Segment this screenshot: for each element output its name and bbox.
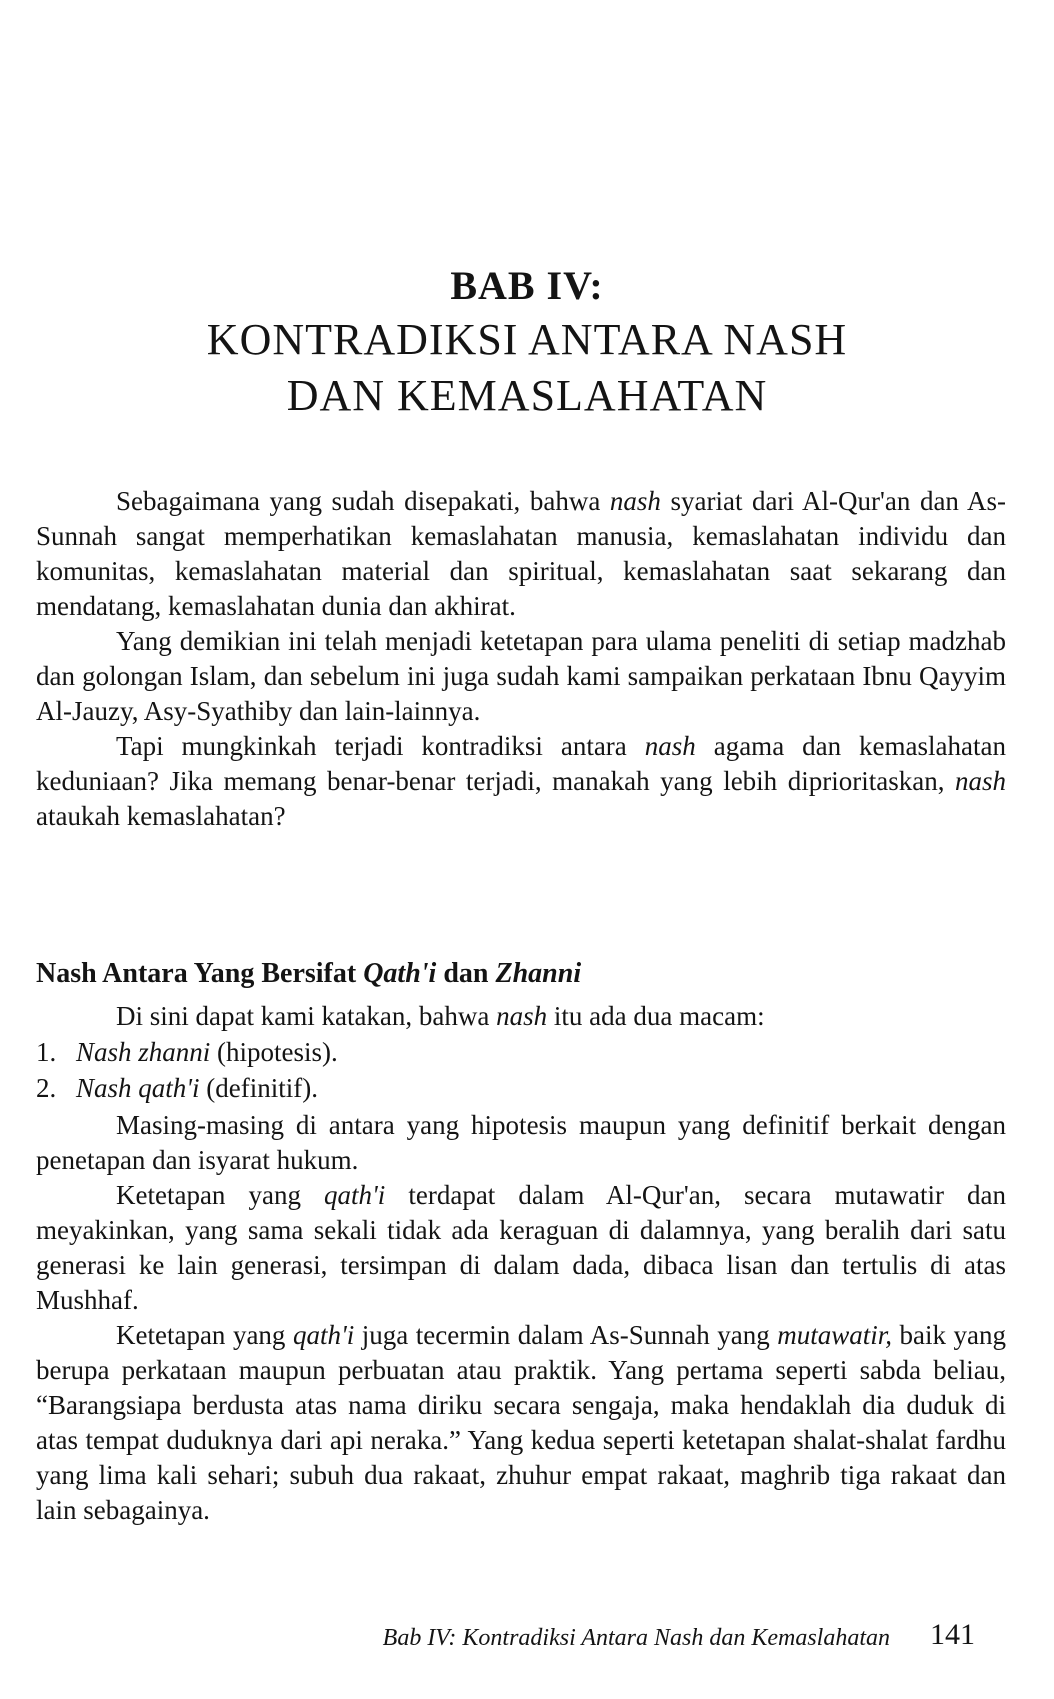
section-paragraph-1: Masing-masing di antara yang hipotesis maupun yang definitif berkait dengan penetapan dan isyarat hukum. <box>36 1110 1006 1175</box>
section-body <box>36 1108 1006 1528</box>
page-number: 141 <box>930 1618 975 1651</box>
intro-paragraph-2: Yang demikian ini telah menjadi ketetapan para ulama peneliti di setiap madzhab dan golongan Islam, dan sebelum ini juga sudah kami sampaikan perkataan Ibnu Qayyim Al-Jauzy, Asy-Syathiby dan lain-lainnya. <box>36 626 1006 726</box>
section-paragraph-3: Ketetapan yang qath'i juga tecermin dalam As-Sunnah yang mutawatir, baik yang berupa perkataan maupun perbuatan atau praktik. Yang pertama seperti sabda beliau, “Barangsiapa berdusta atas nama diriku secara sengaja, maka hendaklah dia duduk di atas tempat duduknya dari api neraka.” Yang kedua seperti ketetapan shalat-shalat fardhu yang lima kali sehari; subuh dua rakaat, zhuhur empat rakaat, maghrib tiga rakaat dan lain sebagainya. <box>36 1320 1006 1525</box>
nash-types-list <box>36 1034 338 1106</box>
section-lead <box>36 999 1006 1034</box>
section-lead-paragraph: Di sini dapat kami katakan, bahwa nash itu ada dua macam: <box>116 1001 765 1031</box>
list-item: 2. Nash qath'i (definitif). <box>36 1073 319 1103</box>
running-footer-title: Bab IV: Kontradiksi Antara Nash dan Kemaslahatan <box>382 1625 890 1651</box>
section-heading: Nash Antara Yang Bersifat Qath'i dan Zhanni <box>36 958 582 989</box>
chapter-title-line-2: DAN KEMASLAHATAN <box>286 371 768 420</box>
list-item: 1. Nash zhanni (hipotesis). <box>36 1037 338 1067</box>
chapter-title-line-1: KONTRADIKSI ANTARA NASH <box>206 315 848 364</box>
intro-paragraph-1: Sebagaimana yang sudah disepakati, bahwa nash syariat dari Al-Qur'an dan As-Sunnah sangat memperhatikan kemaslahatan manusia, kemaslahatan individu dan komunitas, kemaslahatan material dan spiritual, kemaslahatan saat sekarang dan mendatang, kemaslahatan dunia dan akhirat. <box>36 486 1007 621</box>
section-paragraph-2: Ketetapan yang qath'i terdapat dalam Al-Qur'an, secara mutawatir dan meyakinkan, yang sama sekali tidak ada keraguan di dalamnya, yang beralih dari satu generasi ke lain generasi, tersimpan di dalam dada, dibaca lisan dan tertulis di atas Mushhaf. <box>36 1180 1007 1315</box>
chapter-title <box>0 312 1054 424</box>
intro-text <box>36 484 1006 834</box>
intro-paragraph-3: Tapi mungkinkah terjadi kontradiksi antara nash agama dan kemaslahatan keduniaan? Jika memang benar-benar terjadi, manakah yang lebih diprioritaskan, nash ataukah kemaslahatan? <box>36 731 1006 831</box>
chapter-label: BAB IV: <box>450 263 604 308</box>
